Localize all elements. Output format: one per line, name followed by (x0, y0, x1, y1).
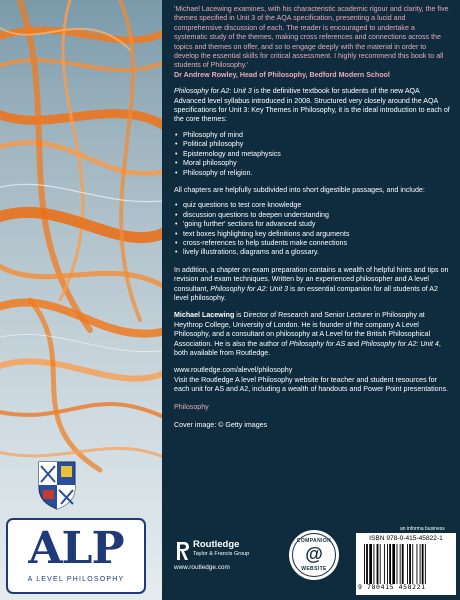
barcode-bar (377, 544, 379, 584)
blurb (174, 5, 450, 438)
informa-note: an informa business (400, 526, 445, 532)
exam-title: Philosophy for A2: Unit 3 (210, 284, 289, 293)
list-item: • 'going further' sections for advanced study (174, 220, 450, 229)
book-title-mention: Philosophy for A2: Unit 3 (174, 87, 252, 96)
barcode-bar (407, 544, 408, 584)
routledge-logo (174, 539, 284, 579)
endorsement-author: Dr Andrew Rowley, Head of Philosophy, Bedford Modern School (174, 70, 390, 79)
alp-logo (6, 518, 146, 594)
endorsement-quote: 'Michael Lacewing examines, with his characteristic academic rigour and clarity, the five themes specified in Unit 3 of the AQA specification, presenting a lucid and comprehensive discussion of each. The reader is encouraged to undertake a systematic study of the themes, making cross references and connections across the topics and themes on offer, and so to engage deeply with the material in order to develop the essential skills for critical assessment. I highly recommend this book to all students of Philosophy.' (174, 5, 449, 70)
author-name: Michael Lacewing (174, 311, 235, 320)
list-item: • cross-references to help students make connections (174, 239, 450, 248)
cover-art (0, 0, 162, 600)
list-item: • Epistemology and metaphysics (174, 150, 450, 159)
exam-paragraph (174, 266, 450, 304)
badge-top-text: COMPANION (296, 538, 332, 544)
orange-ribbons-illustration (0, 0, 162, 600)
at-sign-icon: @ (305, 544, 323, 564)
website-paragraph (174, 366, 450, 394)
features-list (174, 201, 450, 257)
routledge-mark-icon (174, 540, 190, 562)
chapters-intro: All chapters are helpfully subdivided into short digestible passages, and include: (174, 185, 425, 194)
barcode-icon (364, 544, 450, 584)
isbn-barcode (356, 533, 456, 595)
barcode-bar (402, 544, 404, 584)
subject-category: Philosophy (174, 402, 209, 411)
bio-text-b: and (345, 339, 362, 348)
list-item: • Moral philosophy (174, 159, 450, 168)
list-item: • Philosophy of mind (174, 131, 450, 140)
badge-bottom-text: WEBSITE (301, 566, 327, 572)
publisher-name: Routledge (193, 539, 240, 550)
barcode-digits: 9 780415 458221 (358, 583, 426, 591)
list-item: • Philosophy of religion. (174, 169, 450, 178)
barcode-bar (425, 544, 426, 584)
list-item: • Political philosophy (174, 140, 450, 149)
barcode-bar (412, 544, 413, 584)
barcode-bar (364, 544, 365, 584)
intro-text: is the definitive textbook for students of the new AQA Advanced level syllabus introduced in 2008. Structured very closely around the AQA specifications for Unit 3: Key Themes in Philosophy, it is the ideal introduction to each of the core themes: (174, 87, 450, 124)
barcode-bar (422, 544, 424, 584)
alp-letters: ALP (28, 523, 124, 574)
cover-credit: Cover image: © Getty images (174, 421, 268, 430)
barcode-bar (384, 544, 385, 584)
back-cover-text-panel (162, 0, 460, 600)
list-item: • lively illustrations, diagrams and a glossary. (174, 248, 450, 257)
themes-list (174, 131, 450, 178)
bio-text-a: is Director of Research and Senior Lecturer in Philosophy at Heythrop College, University of London. He is founder of the company A Level Philosophy, and a consultant on philosophy at A Level for the British Philosophical Association. He is also the author of (174, 311, 431, 348)
companion-website-badge (289, 530, 339, 580)
barcode-bar (392, 544, 395, 584)
exam-text-b: is an essential companion for all students of A2 level philosophy. (174, 284, 438, 302)
barcode-bar (380, 544, 381, 584)
barcode-bar (366, 544, 368, 584)
publisher-subtitle: Taylor & Francis Group (193, 551, 250, 557)
bio-title-unit4: Philosophy for A2: Unit 4 (361, 339, 439, 348)
exam-text-a: In addition, a chapter on exam preparation contains a wealth of helpful hints and tips on revision and exam techniques. Written by an experienced philosopher and A level consultant, (174, 265, 449, 293)
barcode-bar (417, 544, 418, 584)
list-item: • quiz questions to test core knowledge (174, 201, 450, 210)
list-item: • text boxes highlighting key definitions and arguments (174, 230, 450, 239)
barcode-bar (409, 544, 411, 584)
bio-text-c: , both available from Routledge. (174, 339, 441, 357)
barcode-bar (400, 544, 401, 584)
website-url: www.routledge.com/alevel/philosophy (174, 366, 293, 375)
website-text: Visit the Routledge A level Philosophy website for teacher and student resources for each unit for AS and A2, including a wealth of handouts and Power Point presentations. (174, 375, 449, 394)
barcode-bar (420, 544, 421, 584)
barcode-bar (397, 544, 398, 584)
barcode-bar (373, 544, 374, 584)
isbn-label: ISBN 978-0-415-45822-1 (369, 535, 443, 542)
school-crest-icon (37, 460, 77, 510)
intro-paragraph (174, 87, 450, 125)
list-item: • discussion questions to deepen understanding (174, 211, 450, 220)
author-bio (174, 311, 450, 358)
barcode-bar (387, 544, 388, 584)
alp-tagline: A LEVEL PHILOSOPHY (27, 576, 125, 583)
barcode-bar (369, 544, 372, 584)
barcode-bar (389, 544, 391, 584)
publisher-url: www.routledge.com (174, 564, 230, 571)
bio-title-as: Philosophy for AS (289, 339, 346, 348)
